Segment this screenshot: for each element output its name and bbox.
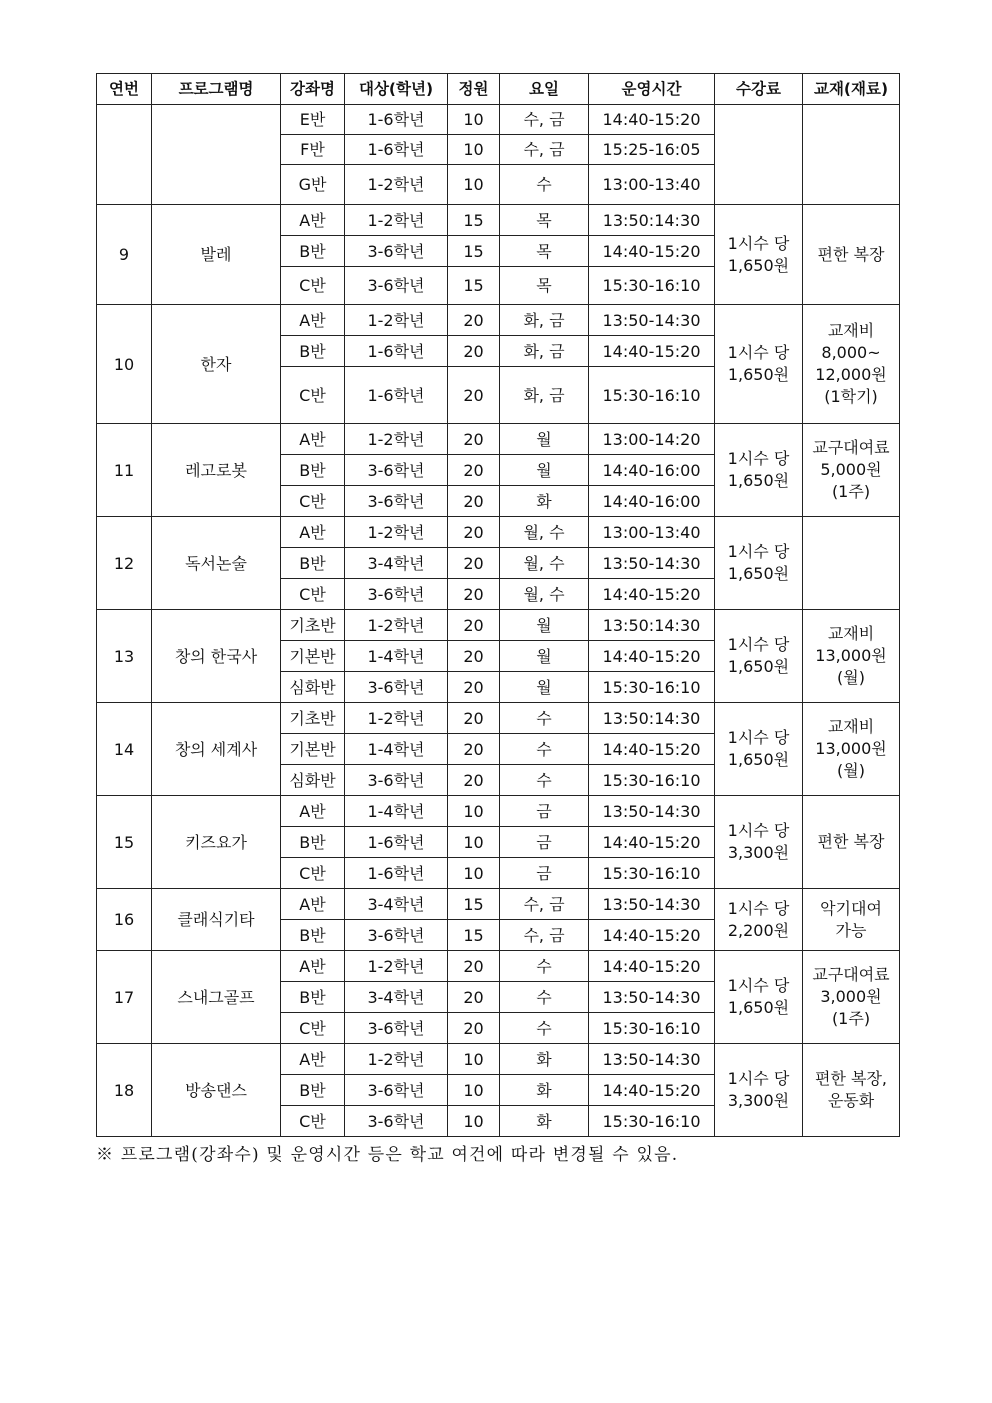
operating-time: 15:30-16:10 <box>589 1013 715 1044</box>
tuition-fee <box>715 105 803 205</box>
program-name: 한자 <box>152 305 281 424</box>
capacity: 20 <box>448 734 500 765</box>
target-grade: 1-2학년 <box>345 703 448 734</box>
operating-time: 15:30-16:10 <box>589 267 715 305</box>
target-grade: 3-6학년 <box>345 455 448 486</box>
weekday: 화 <box>500 1106 589 1137</box>
header-cell: 프로그램명 <box>152 74 281 105</box>
weekday: 월 <box>500 455 589 486</box>
operating-time: 13:50-14:30 <box>589 889 715 920</box>
materials <box>803 517 900 610</box>
capacity: 15 <box>448 920 500 951</box>
weekday: 금 <box>500 796 589 827</box>
class-name: E반 <box>281 105 345 135</box>
target-grade: 3-6학년 <box>345 920 448 951</box>
class-name: C반 <box>281 1013 345 1044</box>
capacity: 20 <box>448 672 500 703</box>
header-cell: 대상(학년) <box>345 74 448 105</box>
weekday: 수, 금 <box>500 889 589 920</box>
target-grade: 1-6학년 <box>345 827 448 858</box>
operating-time: 15:30-16:10 <box>589 858 715 889</box>
program-number: 11 <box>97 424 152 517</box>
target-grade: 1-6학년 <box>345 858 448 889</box>
table-row <box>97 305 900 336</box>
operating-time: 13:50:14:30 <box>589 205 715 236</box>
weekday: 수, 금 <box>500 105 589 135</box>
program-number: 9 <box>97 205 152 305</box>
program-name: 키즈요가 <box>152 796 281 889</box>
weekday: 월 <box>500 672 589 703</box>
class-name: B반 <box>281 548 345 579</box>
class-name: 기본반 <box>281 734 345 765</box>
capacity: 20 <box>448 517 500 548</box>
target-grade: 3-6학년 <box>345 486 448 517</box>
operating-time: 14:40-16:00 <box>589 455 715 486</box>
table-row <box>97 105 900 135</box>
tuition-fee: 1시수 당 1,650원 <box>715 517 803 610</box>
capacity: 10 <box>448 858 500 889</box>
target-grade: 1-6학년 <box>345 367 448 424</box>
class-name: C반 <box>281 1106 345 1137</box>
target-grade: 1-2학년 <box>345 517 448 548</box>
operating-time: 14:40-15:20 <box>589 951 715 982</box>
materials: 교재비 13,000원 (월) <box>803 610 900 703</box>
header-cell: 강좌명 <box>281 74 345 105</box>
operating-time: 14:40-15:20 <box>589 336 715 367</box>
capacity: 20 <box>448 951 500 982</box>
capacity: 20 <box>448 336 500 367</box>
capacity: 20 <box>448 765 500 796</box>
capacity: 20 <box>448 548 500 579</box>
tuition-fee: 1시수 당 1,650원 <box>715 205 803 305</box>
class-name: 기초반 <box>281 703 345 734</box>
program-name <box>152 105 281 205</box>
operating-time: 14:40-16:00 <box>589 486 715 517</box>
capacity: 10 <box>448 1106 500 1137</box>
program-name: 창의 한국사 <box>152 610 281 703</box>
target-grade: 3-6학년 <box>345 1075 448 1106</box>
target-grade: 1-6학년 <box>345 336 448 367</box>
class-name: 심화반 <box>281 672 345 703</box>
target-grade: 1-2학년 <box>345 610 448 641</box>
class-name: B반 <box>281 336 345 367</box>
weekday: 금 <box>500 858 589 889</box>
program-name: 발레 <box>152 205 281 305</box>
weekday: 월 <box>500 641 589 672</box>
operating-time: 15:30-16:10 <box>589 1106 715 1137</box>
target-grade: 1-4학년 <box>345 641 448 672</box>
class-name: A반 <box>281 951 345 982</box>
class-name: C반 <box>281 486 345 517</box>
program-table <box>96 73 900 1137</box>
capacity: 20 <box>448 579 500 610</box>
program-number: 18 <box>97 1044 152 1137</box>
target-grade: 3-4학년 <box>345 548 448 579</box>
weekday: 월 <box>500 424 589 455</box>
capacity: 10 <box>448 1044 500 1075</box>
table-body <box>97 105 900 1137</box>
capacity: 20 <box>448 982 500 1013</box>
weekday: 수 <box>500 703 589 734</box>
program-number: 10 <box>97 305 152 424</box>
operating-time: 13:50-14:30 <box>589 982 715 1013</box>
tuition-fee: 1시수 당 2,200원 <box>715 889 803 951</box>
operating-time: 15:30-16:10 <box>589 367 715 424</box>
weekday: 화, 금 <box>500 305 589 336</box>
materials: 교구대여료 5,000원 (1주) <box>803 424 900 517</box>
operating-time: 13:00-13:40 <box>589 165 715 205</box>
target-grade: 3-4학년 <box>345 982 448 1013</box>
table-row <box>97 610 900 641</box>
capacity: 20 <box>448 424 500 455</box>
target-grade: 3-6학년 <box>345 765 448 796</box>
class-name: G반 <box>281 165 345 205</box>
weekday: 화 <box>500 486 589 517</box>
program-number: 13 <box>97 610 152 703</box>
materials <box>803 105 900 205</box>
tuition-fee: 1시수 당 3,300원 <box>715 796 803 889</box>
table-header-row <box>97 74 900 105</box>
operating-time: 13:00-13:40 <box>589 517 715 548</box>
class-name: 기본반 <box>281 641 345 672</box>
weekday: 수 <box>500 734 589 765</box>
weekday: 월, 수 <box>500 579 589 610</box>
operating-time: 14:40-15:20 <box>589 734 715 765</box>
class-name: A반 <box>281 205 345 236</box>
tuition-fee: 1시수 당 1,650원 <box>715 703 803 796</box>
weekday: 월, 수 <box>500 517 589 548</box>
program-number: 15 <box>97 796 152 889</box>
weekday: 목 <box>500 236 589 267</box>
program-number <box>97 105 152 205</box>
weekday: 월 <box>500 610 589 641</box>
class-name: B반 <box>281 827 345 858</box>
capacity: 15 <box>448 267 500 305</box>
table-row <box>97 796 900 827</box>
target-grade: 3-6학년 <box>345 1013 448 1044</box>
weekday: 수 <box>500 951 589 982</box>
capacity: 20 <box>448 610 500 641</box>
class-name: B반 <box>281 920 345 951</box>
weekday: 화 <box>500 1044 589 1075</box>
class-name: F반 <box>281 135 345 165</box>
materials: 편한 복장 <box>803 205 900 305</box>
tuition-fee: 1시수 당 3,300원 <box>715 1044 803 1137</box>
class-name: A반 <box>281 889 345 920</box>
header-cell: 정원 <box>448 74 500 105</box>
capacity: 20 <box>448 703 500 734</box>
capacity: 10 <box>448 1075 500 1106</box>
program-name: 클래식기타 <box>152 889 281 951</box>
class-name: A반 <box>281 796 345 827</box>
program-name: 방송댄스 <box>152 1044 281 1137</box>
program-table-container <box>96 73 899 1137</box>
class-name: A반 <box>281 1044 345 1075</box>
weekday: 수, 금 <box>500 135 589 165</box>
operating-time: 13:50:14:30 <box>589 610 715 641</box>
target-grade: 1-2학년 <box>345 205 448 236</box>
header-cell: 요일 <box>500 74 589 105</box>
capacity: 10 <box>448 135 500 165</box>
program-number: 16 <box>97 889 152 951</box>
operating-time: 13:50-14:30 <box>589 548 715 579</box>
program-name: 스내그골프 <box>152 951 281 1044</box>
class-name: B반 <box>281 982 345 1013</box>
program-number: 12 <box>97 517 152 610</box>
target-grade: 1-2학년 <box>345 305 448 336</box>
operating-time: 14:40-15:20 <box>589 236 715 267</box>
class-name: 기초반 <box>281 610 345 641</box>
weekday: 화, 금 <box>500 336 589 367</box>
tuition-fee: 1시수 당 1,650원 <box>715 305 803 424</box>
target-grade: 1-6학년 <box>345 105 448 135</box>
operating-time: 13:50-14:30 <box>589 305 715 336</box>
weekday: 목 <box>500 205 589 236</box>
table-row <box>97 951 900 982</box>
table-row <box>97 517 900 548</box>
program-number: 14 <box>97 703 152 796</box>
table-row <box>97 205 900 236</box>
target-grade: 3-6학년 <box>345 1106 448 1137</box>
capacity: 10 <box>448 796 500 827</box>
capacity: 20 <box>448 641 500 672</box>
target-grade: 1-4학년 <box>345 734 448 765</box>
capacity: 20 <box>448 1013 500 1044</box>
capacity: 20 <box>448 305 500 336</box>
target-grade: 3-4학년 <box>345 889 448 920</box>
target-grade: 3-6학년 <box>345 267 448 305</box>
header-cell: 운영시간 <box>589 74 715 105</box>
operating-time: 14:40-15:20 <box>589 105 715 135</box>
capacity: 20 <box>448 455 500 486</box>
footnote: ※ 프로그램(강좌수) 및 운영시간 등은 학교 여건에 따라 변경될 수 있음. <box>96 1145 679 1165</box>
target-grade: 3-6학년 <box>345 236 448 267</box>
table-row <box>97 889 900 920</box>
operating-time: 14:40-15:20 <box>589 827 715 858</box>
header-cell: 수강료 <box>715 74 803 105</box>
capacity: 15 <box>448 236 500 267</box>
materials: 교재비 8,000~ 12,000원 (1학기) <box>803 305 900 424</box>
program-number: 17 <box>97 951 152 1044</box>
operating-time: 13:50:14:30 <box>589 703 715 734</box>
class-name: C반 <box>281 367 345 424</box>
target-grade: 1-2학년 <box>345 951 448 982</box>
capacity: 20 <box>448 486 500 517</box>
tuition-fee: 1시수 당 1,650원 <box>715 424 803 517</box>
operating-time: 13:00-14:20 <box>589 424 715 455</box>
materials: 악기대여 가능 <box>803 889 900 951</box>
table-row <box>97 424 900 455</box>
tuition-fee: 1시수 당 1,650원 <box>715 951 803 1044</box>
header-cell: 연번 <box>97 74 152 105</box>
class-name: 심화반 <box>281 765 345 796</box>
target-grade: 1-2학년 <box>345 1044 448 1075</box>
program-name: 창의 세계사 <box>152 703 281 796</box>
target-grade: 1-6학년 <box>345 135 448 165</box>
target-grade: 3-6학년 <box>345 672 448 703</box>
weekday: 수 <box>500 765 589 796</box>
class-name: C반 <box>281 858 345 889</box>
header-cell: 교재(재료) <box>803 74 900 105</box>
weekday: 월, 수 <box>500 548 589 579</box>
materials: 교재비 13,000원 (월) <box>803 703 900 796</box>
capacity: 20 <box>448 367 500 424</box>
weekday: 금 <box>500 827 589 858</box>
weekday: 수 <box>500 1013 589 1044</box>
capacity: 15 <box>448 205 500 236</box>
weekday: 수 <box>500 165 589 205</box>
weekday: 화, 금 <box>500 367 589 424</box>
program-name: 레고로봇 <box>152 424 281 517</box>
target-grade: 1-4학년 <box>345 796 448 827</box>
operating-time: 13:50-14:30 <box>589 1044 715 1075</box>
operating-time: 14:40-15:20 <box>589 579 715 610</box>
class-name: B반 <box>281 455 345 486</box>
weekday: 수 <box>500 982 589 1013</box>
operating-time: 14:40-15:20 <box>589 920 715 951</box>
class-name: A반 <box>281 305 345 336</box>
materials: 교구대여료 3,000원 (1주) <box>803 951 900 1044</box>
materials: 편한 복장 <box>803 796 900 889</box>
weekday: 목 <box>500 267 589 305</box>
operating-time: 14:40-15:20 <box>589 641 715 672</box>
operating-time: 15:30-16:10 <box>589 765 715 796</box>
table-row <box>97 1044 900 1075</box>
target-grade: 3-6학년 <box>345 579 448 610</box>
tuition-fee: 1시수 당 1,650원 <box>715 610 803 703</box>
operating-time: 15:30-16:10 <box>589 672 715 703</box>
capacity: 15 <box>448 889 500 920</box>
target-grade: 1-2학년 <box>345 424 448 455</box>
class-name: C반 <box>281 579 345 610</box>
target-grade: 1-2학년 <box>345 165 448 205</box>
operating-time: 14:40-15:20 <box>589 1075 715 1106</box>
class-name: A반 <box>281 517 345 548</box>
capacity: 10 <box>448 165 500 205</box>
materials: 편한 복장, 운동화 <box>803 1044 900 1137</box>
operating-time: 15:25-16:05 <box>589 135 715 165</box>
weekday: 화 <box>500 1075 589 1106</box>
weekday: 수, 금 <box>500 920 589 951</box>
class-name: C반 <box>281 267 345 305</box>
class-name: A반 <box>281 424 345 455</box>
class-name: B반 <box>281 236 345 267</box>
class-name: B반 <box>281 1075 345 1106</box>
capacity: 10 <box>448 827 500 858</box>
capacity: 10 <box>448 105 500 135</box>
operating-time: 13:50-14:30 <box>589 796 715 827</box>
program-name: 독서논술 <box>152 517 281 610</box>
table-row <box>97 703 900 734</box>
